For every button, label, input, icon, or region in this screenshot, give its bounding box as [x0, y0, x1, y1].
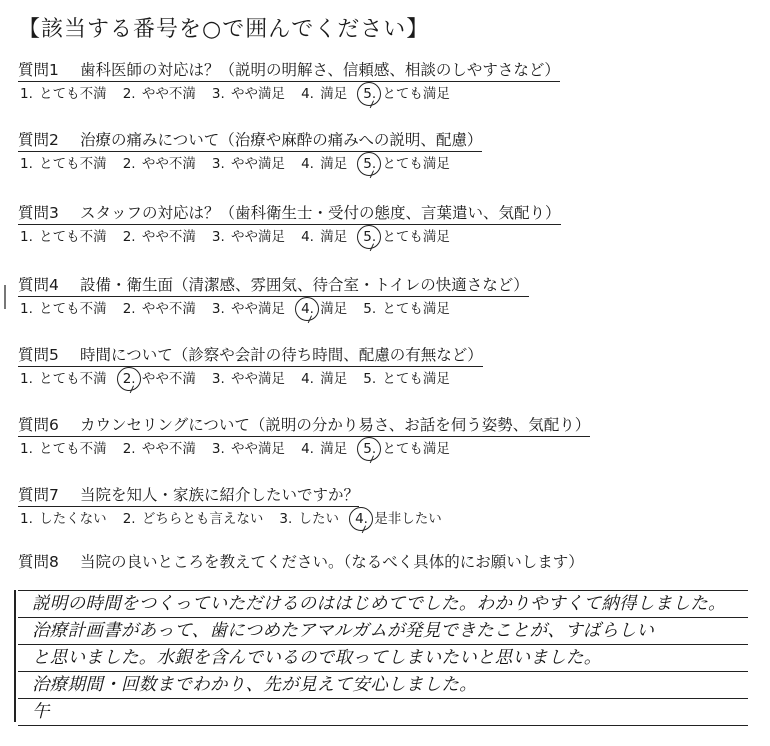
option-number: 2.	[122, 86, 136, 102]
answer-option-selected[interactable]	[361, 228, 450, 246]
handwritten-line: 治療期間・回数までわかり、先が見えて安心しました。	[18, 672, 748, 699]
answer-option[interactable]	[299, 370, 347, 388]
answer-option[interactable]	[121, 440, 196, 458]
option-label: とても満足	[378, 371, 450, 387]
option-label: 満足	[315, 371, 348, 387]
question-text: 時間について（診察や会計の待ち時間、配慮の有無など）	[80, 346, 483, 364]
option-label: やや満足	[226, 229, 286, 245]
answer-option[interactable]	[18, 228, 107, 246]
question-1	[18, 60, 748, 103]
answer-options	[18, 300, 748, 318]
option-label: 満足	[315, 301, 348, 317]
question-7	[18, 485, 748, 528]
option-number: 5.	[363, 156, 377, 172]
question-number: 質問5	[18, 346, 59, 364]
question-number: 質問6	[18, 416, 59, 434]
option-label: やや満足	[226, 156, 286, 172]
option-label: やや満足	[226, 441, 286, 457]
question-number: 質問1	[18, 61, 59, 79]
option-label: とても満足	[378, 441, 450, 457]
option-number: 3.	[279, 511, 293, 527]
option-number: 2.	[122, 441, 136, 457]
answer-option-selected[interactable]	[361, 440, 450, 458]
question-6	[18, 415, 748, 458]
option-number: 1.	[20, 301, 33, 317]
question-8	[18, 552, 748, 573]
option-label: とても不満	[34, 229, 107, 245]
answer-option[interactable]	[210, 85, 285, 103]
option-label: やや不満	[137, 156, 196, 172]
option-number: 2.	[122, 301, 136, 317]
answer-option[interactable]	[361, 300, 450, 318]
option-number: 5.	[363, 229, 377, 245]
question-text: 歯科医師の対応は？（説明の明解さ、信頼感、相談のしやすさなど）	[80, 61, 560, 79]
option-number: 2.	[122, 229, 136, 245]
answer-option[interactable]	[18, 440, 107, 458]
question-title	[18, 416, 590, 437]
question-title	[18, 204, 561, 225]
answer-option[interactable]	[299, 228, 347, 246]
option-label: とても不満	[34, 301, 107, 317]
answer-option[interactable]	[18, 300, 107, 318]
answer-option[interactable]	[18, 155, 107, 173]
option-label: 満足	[315, 441, 348, 457]
question-text: 当院の良いところを教えてください。（なるべく具体的にお願いします）	[80, 553, 584, 571]
answer-box-edge	[14, 590, 16, 722]
option-label: 満足	[315, 156, 348, 172]
answer-option[interactable]	[277, 510, 339, 528]
option-number: 4.	[301, 86, 314, 102]
option-number: 1.	[20, 229, 33, 245]
question-title	[18, 131, 482, 152]
option-number: 1.	[20, 511, 33, 527]
option-number: 5.	[363, 441, 377, 457]
option-label: とても満足	[378, 301, 450, 317]
option-number: 5.	[363, 371, 377, 387]
answer-option[interactable]	[299, 85, 347, 103]
margin-mark	[4, 285, 6, 309]
instruction-header: 【該当する番号を○で囲んでください】	[18, 17, 430, 42]
question-title	[18, 61, 560, 82]
option-number: 4.	[301, 441, 314, 457]
answer-option[interactable]	[210, 228, 285, 246]
option-label: とても満足	[378, 156, 450, 172]
question-5	[18, 345, 748, 388]
handwritten-line: 治療計画書があって、歯につめたアマルガムが発見できたことが、すばらしい	[18, 618, 748, 645]
option-label: やや満足	[226, 86, 286, 102]
option-number: 1.	[20, 371, 33, 387]
option-number: 4.	[301, 371, 314, 387]
answer-option-selected[interactable]	[361, 85, 450, 103]
question-4	[18, 275, 748, 318]
option-number: 4.	[301, 156, 314, 172]
answer-option[interactable]	[210, 370, 285, 388]
answer-options	[18, 85, 748, 103]
answer-option[interactable]	[299, 155, 347, 173]
option-label: とても不満	[34, 86, 107, 102]
question-number: 質問8	[18, 553, 59, 571]
question-8-title	[18, 553, 584, 573]
answer-option-selected[interactable]	[299, 300, 347, 318]
question-text: 治療の痛みについて（治療や麻酔の痛みへの説明、配慮）	[80, 131, 483, 149]
answer-option-selected[interactable]	[353, 510, 442, 528]
handwritten-line: と思いました。水銀を含んでいるので取ってしまいたいと思いました。	[18, 645, 748, 672]
question-number: 質問3	[18, 204, 59, 222]
answer-option[interactable]	[121, 85, 196, 103]
question-title	[18, 346, 483, 367]
option-number: 1.	[20, 156, 33, 172]
option-label: 是非したい	[369, 511, 442, 527]
option-number: 3.	[211, 229, 225, 245]
question-number: 質問4	[18, 276, 59, 294]
answer-option[interactable]	[18, 510, 107, 528]
answer-option[interactable]	[210, 440, 285, 458]
question-3	[18, 203, 748, 246]
option-label: どちらとも言えない	[137, 511, 264, 527]
option-number: 5.	[363, 301, 377, 317]
answer-options	[18, 370, 748, 388]
answer-option[interactable]	[18, 370, 107, 388]
option-label: とても満足	[378, 86, 450, 102]
answer-option[interactable]	[121, 300, 196, 318]
option-number: 3.	[211, 441, 225, 457]
answer-option[interactable]	[210, 300, 285, 318]
option-number: 5.	[363, 86, 377, 102]
answer-option[interactable]	[121, 155, 196, 173]
question-text: 設備・衛生面（清潔感、雰囲気、待合室・トイレの快適さなど）	[80, 276, 529, 294]
option-number: 3.	[211, 371, 225, 387]
option-number: 1.	[20, 441, 33, 457]
option-number: 2.	[122, 156, 136, 172]
answer-option-selected[interactable]	[121, 370, 196, 388]
option-label: 満足	[315, 86, 348, 102]
answer-options	[18, 155, 748, 173]
option-number: 3.	[211, 86, 225, 102]
option-label: やや不満	[137, 371, 196, 387]
option-label: やや満足	[226, 301, 286, 317]
option-label: やや不満	[137, 229, 196, 245]
question-2	[18, 130, 748, 173]
option-number: 3.	[211, 301, 225, 317]
question-text: スタッフの対応は？（歯科衛生士・受付の態度、言葉遣い、気配り）	[80, 204, 561, 222]
option-label: やや満足	[226, 371, 286, 387]
option-number: 3.	[211, 156, 225, 172]
question-title	[18, 276, 529, 297]
answer-option[interactable]	[361, 370, 450, 388]
answer-options	[18, 510, 748, 528]
answer-option[interactable]	[210, 155, 285, 173]
answer-options	[18, 228, 748, 246]
option-label: とても不満	[34, 371, 107, 387]
option-number: 2.	[122, 371, 136, 387]
option-label: したくない	[34, 511, 107, 527]
answer-option-selected[interactable]	[361, 155, 450, 173]
question-text: カウンセリングについて（説明の分かり易さ、お話を伺う姿勢、気配り）	[80, 416, 591, 434]
option-label: やや不満	[137, 86, 196, 102]
answer-option[interactable]	[299, 440, 347, 458]
answer-option[interactable]	[18, 85, 107, 103]
option-number: 2.	[122, 511, 136, 527]
option-number: 4.	[301, 301, 314, 317]
option-label: したい	[294, 511, 340, 527]
option-label: 満足	[315, 229, 348, 245]
handwritten-line: 午	[18, 699, 748, 726]
option-label: とても不満	[34, 441, 107, 457]
option-label: とても満足	[378, 229, 450, 245]
option-label: とても不満	[34, 156, 107, 172]
option-label: やや不満	[137, 301, 196, 317]
option-number: 1.	[20, 86, 33, 102]
option-number: 4.	[355, 511, 368, 527]
question-title	[18, 486, 359, 507]
question-number: 質問2	[18, 131, 59, 149]
handwritten-line: 説明の時間をつくっていただけるのははじめてでした。わかりやすくて納得しました。	[18, 590, 748, 618]
answer-options	[18, 440, 748, 458]
answer-option[interactable]	[121, 228, 196, 246]
answer-option[interactable]	[121, 510, 264, 528]
handwritten-answer-area	[18, 590, 748, 726]
question-text: 当院を知人・家族に紹介したいですか？	[80, 486, 360, 504]
option-label: やや不満	[137, 441, 196, 457]
question-number: 質問7	[18, 486, 59, 504]
option-number: 4.	[301, 229, 314, 245]
